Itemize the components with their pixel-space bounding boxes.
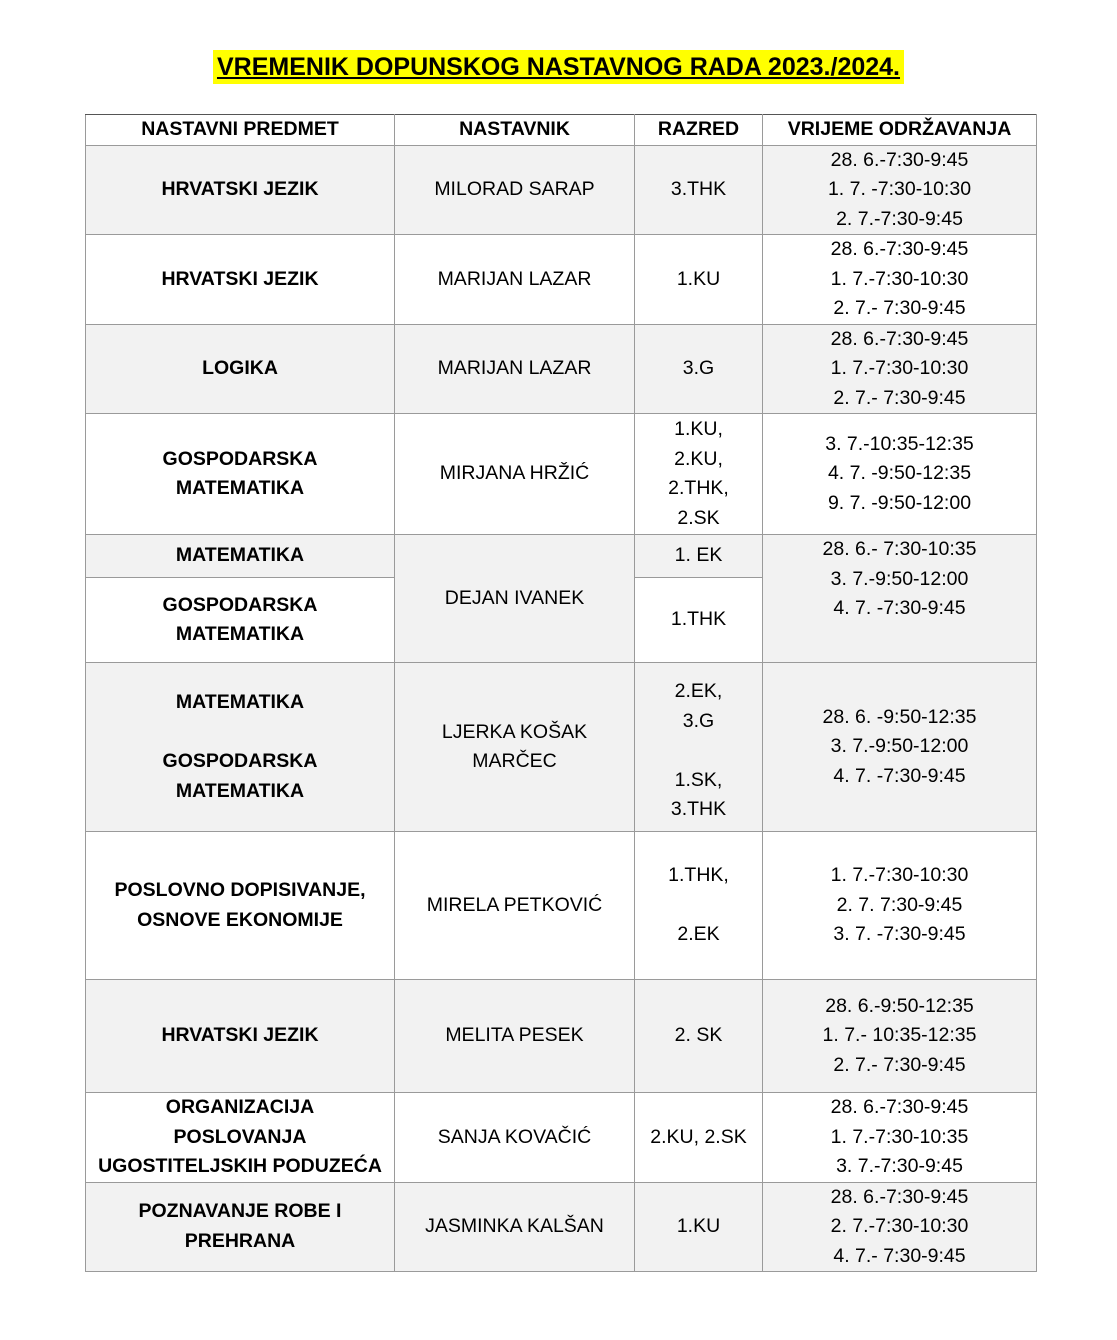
class-cell — [635, 145, 763, 235]
class-text: 1.SK, — [674, 768, 723, 791]
subject-text: POSLOVNO DOPISIVANJE, — [114, 879, 366, 901]
spacer — [635, 736, 762, 766]
time-text: 28. 6.-7:30-9:45 — [830, 1185, 969, 1208]
class-text: 2.KU, 2.SK — [650, 1125, 747, 1148]
page-title: VREMENIK DOPUNSKOG NASTAVNOG RADA 2023./2024. — [213, 50, 904, 84]
subject-cell — [86, 235, 395, 325]
time-cell — [763, 414, 1037, 535]
header-class: RAZRED — [635, 115, 763, 146]
class-cell — [635, 1093, 763, 1183]
table-row — [86, 324, 1037, 414]
subject-text: HRVATSKI JEZIK — [161, 178, 319, 200]
spacer — [635, 891, 762, 921]
subject-text: PREHRANA — [184, 1229, 296, 1252]
class-text: 3.G — [682, 709, 715, 732]
teacher-cell — [395, 324, 635, 414]
time-cell — [763, 324, 1037, 414]
time-text: 2. 7.- 7:30-9:45 — [833, 386, 966, 409]
time-text: 2. 7.- 7:30-9:45 — [833, 1053, 966, 1076]
teacher-text: MIRJANA HRŽIĆ — [439, 462, 590, 485]
time-cell — [763, 1093, 1037, 1183]
header-teacher: NASTAVNIK — [395, 115, 635, 146]
class-text: 1.KU, — [674, 418, 723, 440]
time-text: 1. 7. -7:30-10:30 — [827, 178, 972, 200]
time-cell — [763, 832, 1037, 980]
time-text: 28. 6.-7:30-9:45 — [830, 148, 969, 171]
class-cell — [635, 235, 763, 325]
subject-text: MATEMATIKA — [175, 477, 305, 499]
time-text: 28. 6.-7:30-9:45 — [830, 1096, 969, 1118]
class-cell — [635, 832, 763, 980]
teacher-text: MARIJAN LAZAR — [437, 267, 592, 290]
subject-text: POZNAVANJE ROBE I — [138, 1200, 342, 1223]
time-text: 2. 7.-7:30-10:30 — [830, 1215, 969, 1237]
time-text: 28. 6.- 7:30-10:35 — [822, 538, 977, 560]
subject-text: MATEMATIKA — [175, 779, 305, 802]
class-cell — [635, 414, 763, 535]
subject-cell — [86, 980, 395, 1093]
class-cell — [635, 324, 763, 414]
subject-cell — [86, 1182, 395, 1272]
teacher-cell — [395, 145, 635, 235]
teacher-text: DEJAN IVANEK — [444, 586, 585, 609]
subject-text: MATEMATIKA — [175, 691, 305, 713]
time-text: 4. 7.- 7:30-9:45 — [833, 1244, 966, 1267]
time-text: 3. 7.-9:50-12:00 — [830, 567, 969, 590]
spacer — [86, 718, 394, 748]
class-text: 1.THK, — [668, 864, 729, 887]
time-text: 2. 7. 7:30-9:45 — [836, 893, 963, 916]
time-text: 3. 7.-9:50-12:00 — [830, 735, 969, 758]
table-row — [86, 980, 1037, 1093]
table-row — [86, 1182, 1037, 1272]
time-cell — [763, 535, 1037, 663]
teacher-text: SANJA KOVAČIĆ — [437, 1125, 592, 1148]
teacher-text: MELITA PESEK — [445, 1024, 584, 1047]
time-cell — [763, 145, 1037, 235]
title-container — [0, 50, 1117, 84]
time-text: 28. 6.-7:30-9:45 — [830, 327, 969, 350]
subject-text: MATEMATIKA — [175, 544, 305, 567]
subject-text: GOSPODARSKA — [162, 593, 318, 616]
class-cell — [635, 1182, 763, 1272]
subject-text: HRVATSKI JEZIK — [161, 267, 319, 290]
table-header-row — [86, 115, 1037, 146]
teacher-cell — [395, 663, 635, 832]
class-text: 2.THK, — [668, 477, 729, 499]
class-text: 2. SK — [674, 1024, 723, 1047]
subject-text: UGOSTITELJSKIH PODUZEĆA — [98, 1155, 382, 1177]
teacher-text: MILORAD SARAP — [434, 178, 595, 200]
time-text: 28. 6. -9:50-12:35 — [822, 705, 977, 728]
subject-cell — [86, 578, 395, 663]
subject-text: GOSPODARSKA — [162, 750, 318, 772]
table-row — [86, 832, 1037, 980]
time-text: 2. 7.- 7:30-9:45 — [833, 297, 966, 319]
schedule-table — [85, 114, 1037, 1272]
subject-text: ORGANIZACIJA — [165, 1096, 315, 1118]
table-row — [86, 145, 1037, 235]
subject-text: HRVATSKI JEZIK — [161, 1024, 319, 1047]
subject-text: LOGIKA — [202, 357, 278, 379]
table-row — [86, 414, 1037, 535]
class-text: 1.KU — [676, 1215, 721, 1237]
table-row — [86, 1093, 1037, 1183]
teacher-text: JASMINKA KALŠAN — [425, 1215, 604, 1237]
table-row — [86, 663, 1037, 832]
table-row — [86, 535, 1037, 578]
subject-cell — [86, 1093, 395, 1183]
header-subject: NASTAVNI PREDMET — [86, 115, 395, 146]
subject-text: POSLOVANJA — [173, 1125, 307, 1148]
subject-text: GOSPODARSKA — [162, 447, 318, 470]
class-text: 1.THK — [670, 608, 727, 631]
teacher-cell — [395, 535, 635, 663]
teacher-text: LJERKA KOŠAK — [441, 720, 588, 743]
subject-cell — [86, 535, 395, 578]
class-text: 1. EK — [674, 544, 723, 567]
class-cell — [635, 980, 763, 1093]
class-text: 3.G — [682, 357, 715, 379]
class-text: 1.KU — [676, 267, 721, 290]
teacher-cell — [395, 980, 635, 1093]
class-cell — [635, 578, 763, 663]
time-text: 4. 7. -7:30-9:45 — [833, 764, 966, 787]
class-cell — [635, 663, 763, 832]
time-cell — [763, 235, 1037, 325]
subject-cell — [86, 663, 395, 832]
teacher-cell — [395, 1182, 635, 1272]
time-text: 1. 7.-7:30-10:35 — [830, 1125, 969, 1148]
teacher-cell — [395, 1093, 635, 1183]
time-cell — [763, 663, 1037, 832]
subject-cell — [86, 832, 395, 980]
time-cell — [763, 1182, 1037, 1272]
class-text: 3.THK — [670, 798, 727, 821]
time-text: 1. 7.-7:30-10:30 — [830, 357, 969, 379]
time-text: 3. 7.-7:30-9:45 — [836, 1155, 963, 1177]
time-text: 1. 7.- 10:35-12:35 — [822, 1024, 977, 1047]
time-text: 4. 7. -7:30-9:45 — [833, 597, 966, 619]
time-text: 1. 7.-7:30-10:30 — [830, 864, 969, 887]
time-text: 28. 6.-7:30-9:45 — [830, 238, 969, 260]
class-text: 3.THK — [670, 178, 727, 200]
teacher-cell — [395, 235, 635, 325]
subject-text: OSNOVE EKONOMIJE — [137, 908, 343, 931]
time-text: 4. 7. -9:50-12:35 — [827, 462, 972, 485]
teacher-text: MARČEC — [472, 750, 557, 772]
time-text: 1. 7.-7:30-10:30 — [830, 267, 969, 290]
time-text: 3. 7.-10:35-12:35 — [825, 432, 974, 455]
subject-cell — [86, 324, 395, 414]
class-text: 2.KU, — [674, 447, 723, 470]
header-time: VRIJEME ODRŽAVANJA — [763, 115, 1037, 146]
subject-cell — [86, 414, 395, 535]
teacher-cell — [395, 414, 635, 535]
subject-cell — [86, 145, 395, 235]
class-text: 2.EK — [677, 923, 720, 946]
teacher-cell — [395, 832, 635, 980]
time-text: 9. 7. -9:50-12:00 — [827, 491, 972, 514]
time-text: 2. 7.-7:30-9:45 — [836, 207, 963, 230]
teacher-text: MIRELA PETKOVIĆ — [426, 893, 603, 916]
time-cell — [763, 980, 1037, 1093]
table-row — [86, 235, 1037, 325]
time-text: 28. 6.-9:50-12:35 — [825, 994, 974, 1017]
class-text: 2.SK — [677, 506, 720, 529]
subject-text: MATEMATIKA — [175, 623, 305, 645]
class-text: 2.EK, — [674, 680, 723, 703]
teacher-text: MARIJAN LAZAR — [437, 357, 592, 379]
time-text: 3. 7. -7:30-9:45 — [833, 923, 966, 946]
class-cell — [635, 535, 763, 578]
